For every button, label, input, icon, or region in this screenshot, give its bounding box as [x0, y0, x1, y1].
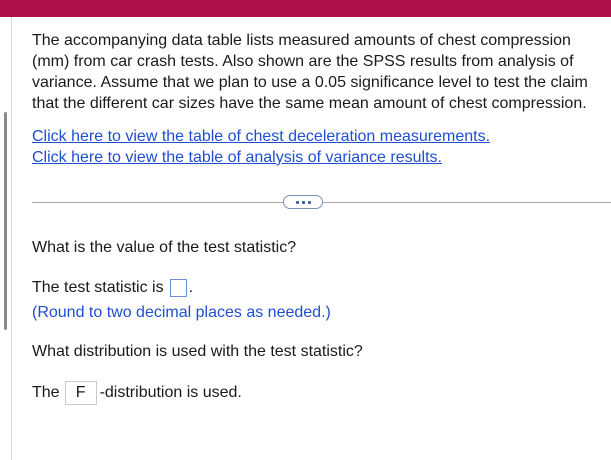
answer-prefix: The test statistic is: [32, 279, 164, 296]
part2-answer-row: [32, 381, 242, 405]
rounding-hint: (Round to two decimal places as needed.): [32, 304, 331, 321]
answer-suffix: .: [188, 279, 194, 296]
question-line: variance. Assume that we plan to use a 0.05 significance level to test the claim: [32, 74, 588, 91]
question-line: The accompanying data table lists measured amounts of chest compression: [32, 32, 571, 49]
part2-question: What distribution is used with the test statistic?: [32, 343, 363, 360]
scrollbar-thumb[interactable]: [4, 112, 7, 330]
ellipsis-icon: [302, 201, 305, 204]
test-statistic-input[interactable]: [170, 279, 187, 297]
ellipsis-icon: [296, 201, 299, 204]
reference-links: [32, 126, 490, 168]
header-bar: [0, 0, 611, 17]
part1-answer-row: [32, 278, 193, 298]
expand-more-button[interactable]: [283, 195, 323, 209]
answer-suffix: -distribution is used.: [99, 384, 242, 401]
data-table-link[interactable]: Click here to view the table of chest deceleration measurements.: [32, 128, 491, 145]
answer-prefix: The: [32, 384, 60, 401]
left-border: [11, 17, 12, 460]
part1-question: What is the value of the test statistic?: [32, 239, 297, 256]
question-line: (mm) from car crash tests. Also shown are the SPSS results from analysis of: [32, 53, 574, 70]
anova-results-link[interactable]: Click here to view the table of analysis of variance results.: [32, 149, 442, 166]
ellipsis-icon: [308, 201, 311, 204]
question-text: [32, 30, 602, 114]
distribution-select[interactable]: F: [65, 381, 97, 405]
question-line: that the different car sizes have the same mean amount of chest compression.: [32, 95, 587, 112]
